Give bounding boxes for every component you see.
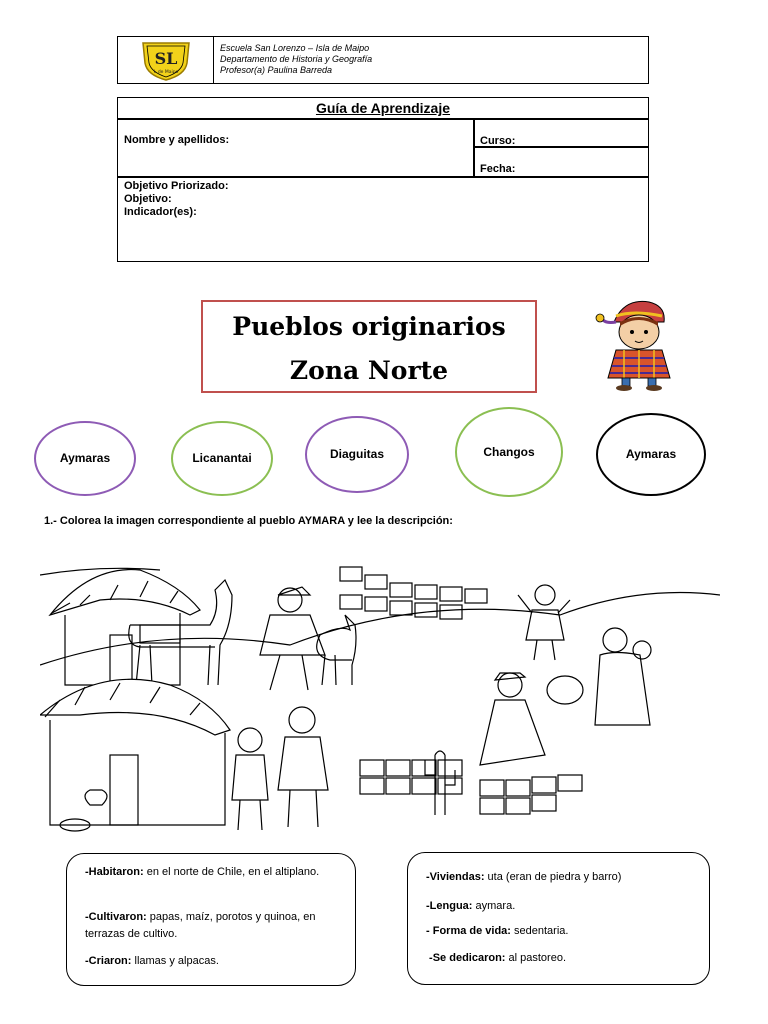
title-line-2: Zona Norte <box>289 356 449 385</box>
department-name: Departamento de Historia y Geografía <box>220 54 373 64</box>
aymara-village-illustration <box>40 555 720 845</box>
forma-de-vida-item: - Forma de vida: sedentaria. <box>426 925 569 937</box>
guide-title: Guía de Aprendizaje <box>315 100 451 116</box>
school-info <box>220 43 372 76</box>
cultivaron-item: -Cultivaron: papas, maíz, porotos y quinoa, en terrazas de cultivo. <box>85 911 316 940</box>
instruction-text: 1.- Colorea la imagen correspondiente al pueblo AYMARA y lee la descripción: <box>44 515 453 527</box>
info-box-right <box>407 852 710 985</box>
lengua-item: -Lengua: aymara. <box>426 900 516 912</box>
oval-diaguitas: Diaguitas <box>305 416 409 493</box>
course-label: Curso: <box>480 135 516 147</box>
school-logo <box>118 37 214 83</box>
teacher-name: Profesor(a) Paulina Barreda <box>220 65 333 75</box>
viviendas-item: -Viviendas: uta (eran de piedra y barro) <box>426 871 622 883</box>
divider <box>118 176 648 178</box>
logo-text: SL <box>154 49 178 68</box>
oval-aymaras: Aymaras <box>34 421 136 496</box>
logo-cell <box>118 37 214 83</box>
school-name: Escuela San Lorenzo – Isla de Maipo <box>220 43 370 53</box>
divider <box>118 118 648 120</box>
oval-changos: Changos <box>455 407 563 497</box>
title-line-1: Pueblos originarios <box>232 312 506 341</box>
guide-box <box>117 97 649 262</box>
oval-licanantai: Licanantai <box>171 421 273 496</box>
name-label: Nombre y apellidos: <box>124 134 230 146</box>
objective-prioritized-label: Objetivo Priorizado: <box>124 180 229 192</box>
habitaron-item: -Habitaron: en el norte de Chile, en el altiplano. <box>85 866 320 878</box>
logo-subtext: I. de Maipo <box>153 70 179 75</box>
objective-label: Objetivo: <box>124 193 172 205</box>
indicators-label: Indicador(es): <box>124 206 197 218</box>
header-box <box>117 36 649 84</box>
oval-aymaras-2: Aymaras <box>596 413 706 496</box>
criaron-item: -Criaron: llamas y alpacas. <box>85 955 219 967</box>
date-label: Fecha: <box>480 163 516 175</box>
title-box <box>201 300 537 393</box>
info-box-left <box>66 853 356 986</box>
se-dedicaron-item: -Se dedicaron: al pastoreo. <box>426 952 567 964</box>
andean-child-illustration <box>594 296 684 392</box>
